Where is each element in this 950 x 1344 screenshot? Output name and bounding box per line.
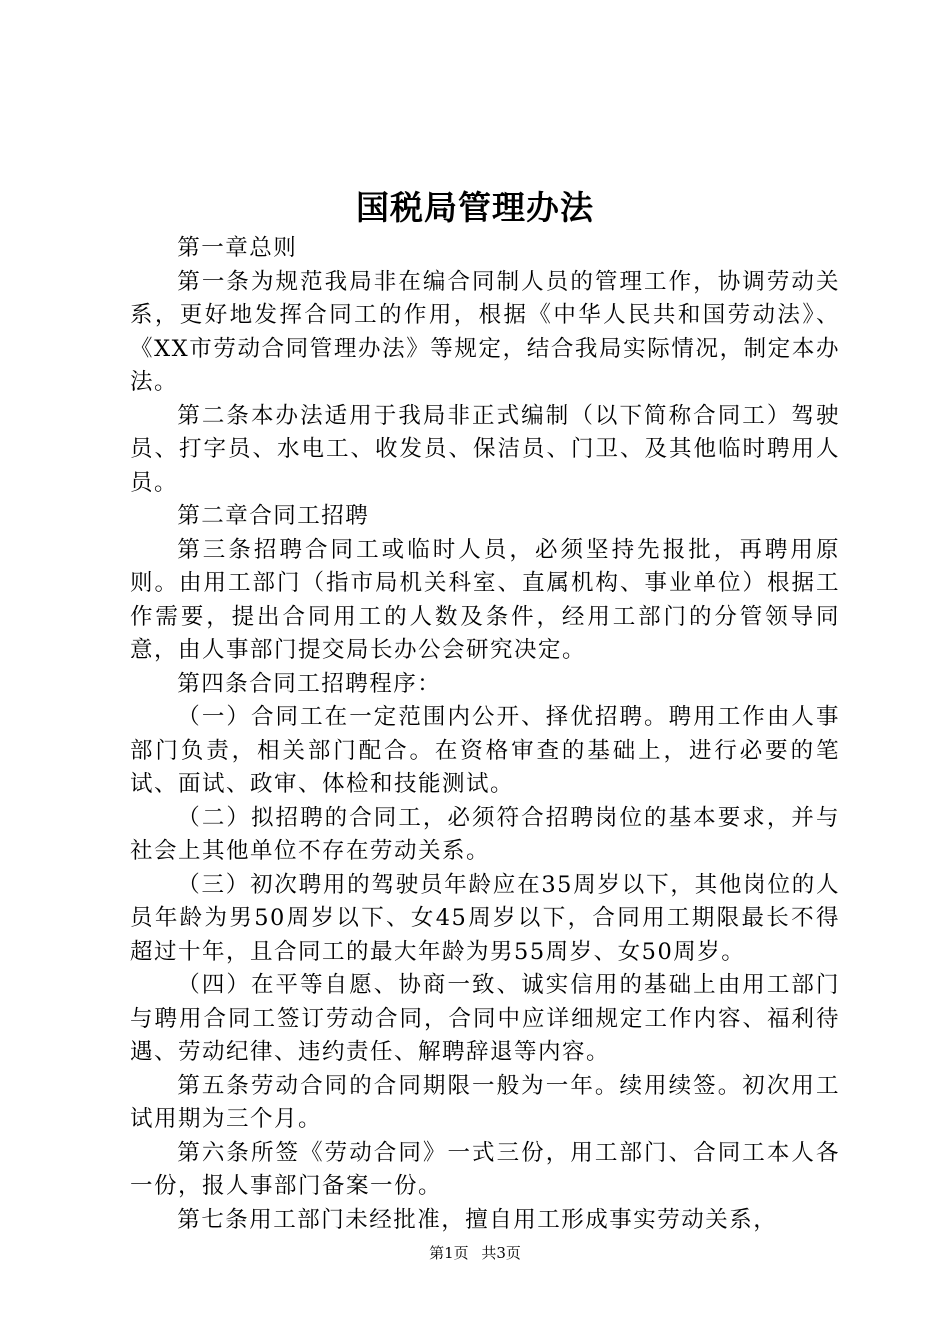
article-paragraph: 第七条用工部门未经批准，擅自用工形成事实劳动关系，	[177, 1206, 778, 1233]
chapter-heading: 第一章总则	[177, 235, 298, 261]
article-paragraph: 第一条为规范我局非在编合同制人员的管理工作，协调劳动关系，更好地发挥合同工的作用，根据《中华人民共和国劳动法》、《XX市劳动合同管理办法》等规定，结合我局实际情况，制定本办法。	[130, 268, 840, 395]
article-paragraph: 第四条合同工招聘程序：	[177, 670, 442, 697]
page-total: 共3页	[481, 1244, 521, 1262]
page-footer	[0, 1242, 950, 1264]
clause-paragraph: （二）拟招聘的合同工，必须符合招聘岗位的基本要求，并与社会上其他单位不存在劳动关系。	[130, 804, 840, 864]
clause-paragraph: （三）初次聘用的驾驶员年龄应在35周岁以下，其他岗位的人员年龄为男50周岁以下、女45周岁以下，合同用工期限最长不得超过十年，且合同工的最大年龄为男55周岁、女50周岁。	[130, 871, 840, 965]
clause-paragraph: （一）合同工在一定范围内公开、择优招聘。聘用工作由人事部门负责，相关部门配合。在资格审查的基础上，进行必要的笔试、面试、政审、体检和技能测试。	[130, 704, 840, 797]
article-paragraph: 第二条本办法适用于我局非正式编制（以下简称合同工）驾驶员、打字员、水电工、收发员、保洁员、门卫、及其他临时聘用人员。	[130, 402, 840, 496]
clause-paragraph: （四）在平等自愿、协商一致、诚实信用的基础上由用工部门与聘用合同工签订劳动合同，合同中应详细规定工作内容、福利待遇、劳动纪律、违约责任、解聘辞退等内容。	[130, 972, 840, 1065]
article-paragraph: 第五条劳动合同的合同期限一般为一年。续用续签。初次用工试用期为三个月。	[130, 1072, 840, 1132]
chapter-heading: 第二章合同工招聘	[177, 503, 370, 529]
document-title: 国税局管理办法	[356, 188, 594, 227]
article-paragraph: 第六条所签《劳动合同》一式三份，用工部门、合同工本人各一份，报人事部门备案一份。	[130, 1139, 840, 1199]
document-body	[130, 232, 840, 1237]
article-paragraph: 第三条招聘合同工或临时人员，必须坚持先报批，再聘用原则。由用工部门（指市局机关科室、直属机构、事业单位）根据工作需要，提出合同用工的人数及条件，经用工部门的分管领导同意，由人事部门提交局长办公会研究决定。	[130, 536, 840, 663]
page-number: 第1页	[429, 1244, 469, 1262]
